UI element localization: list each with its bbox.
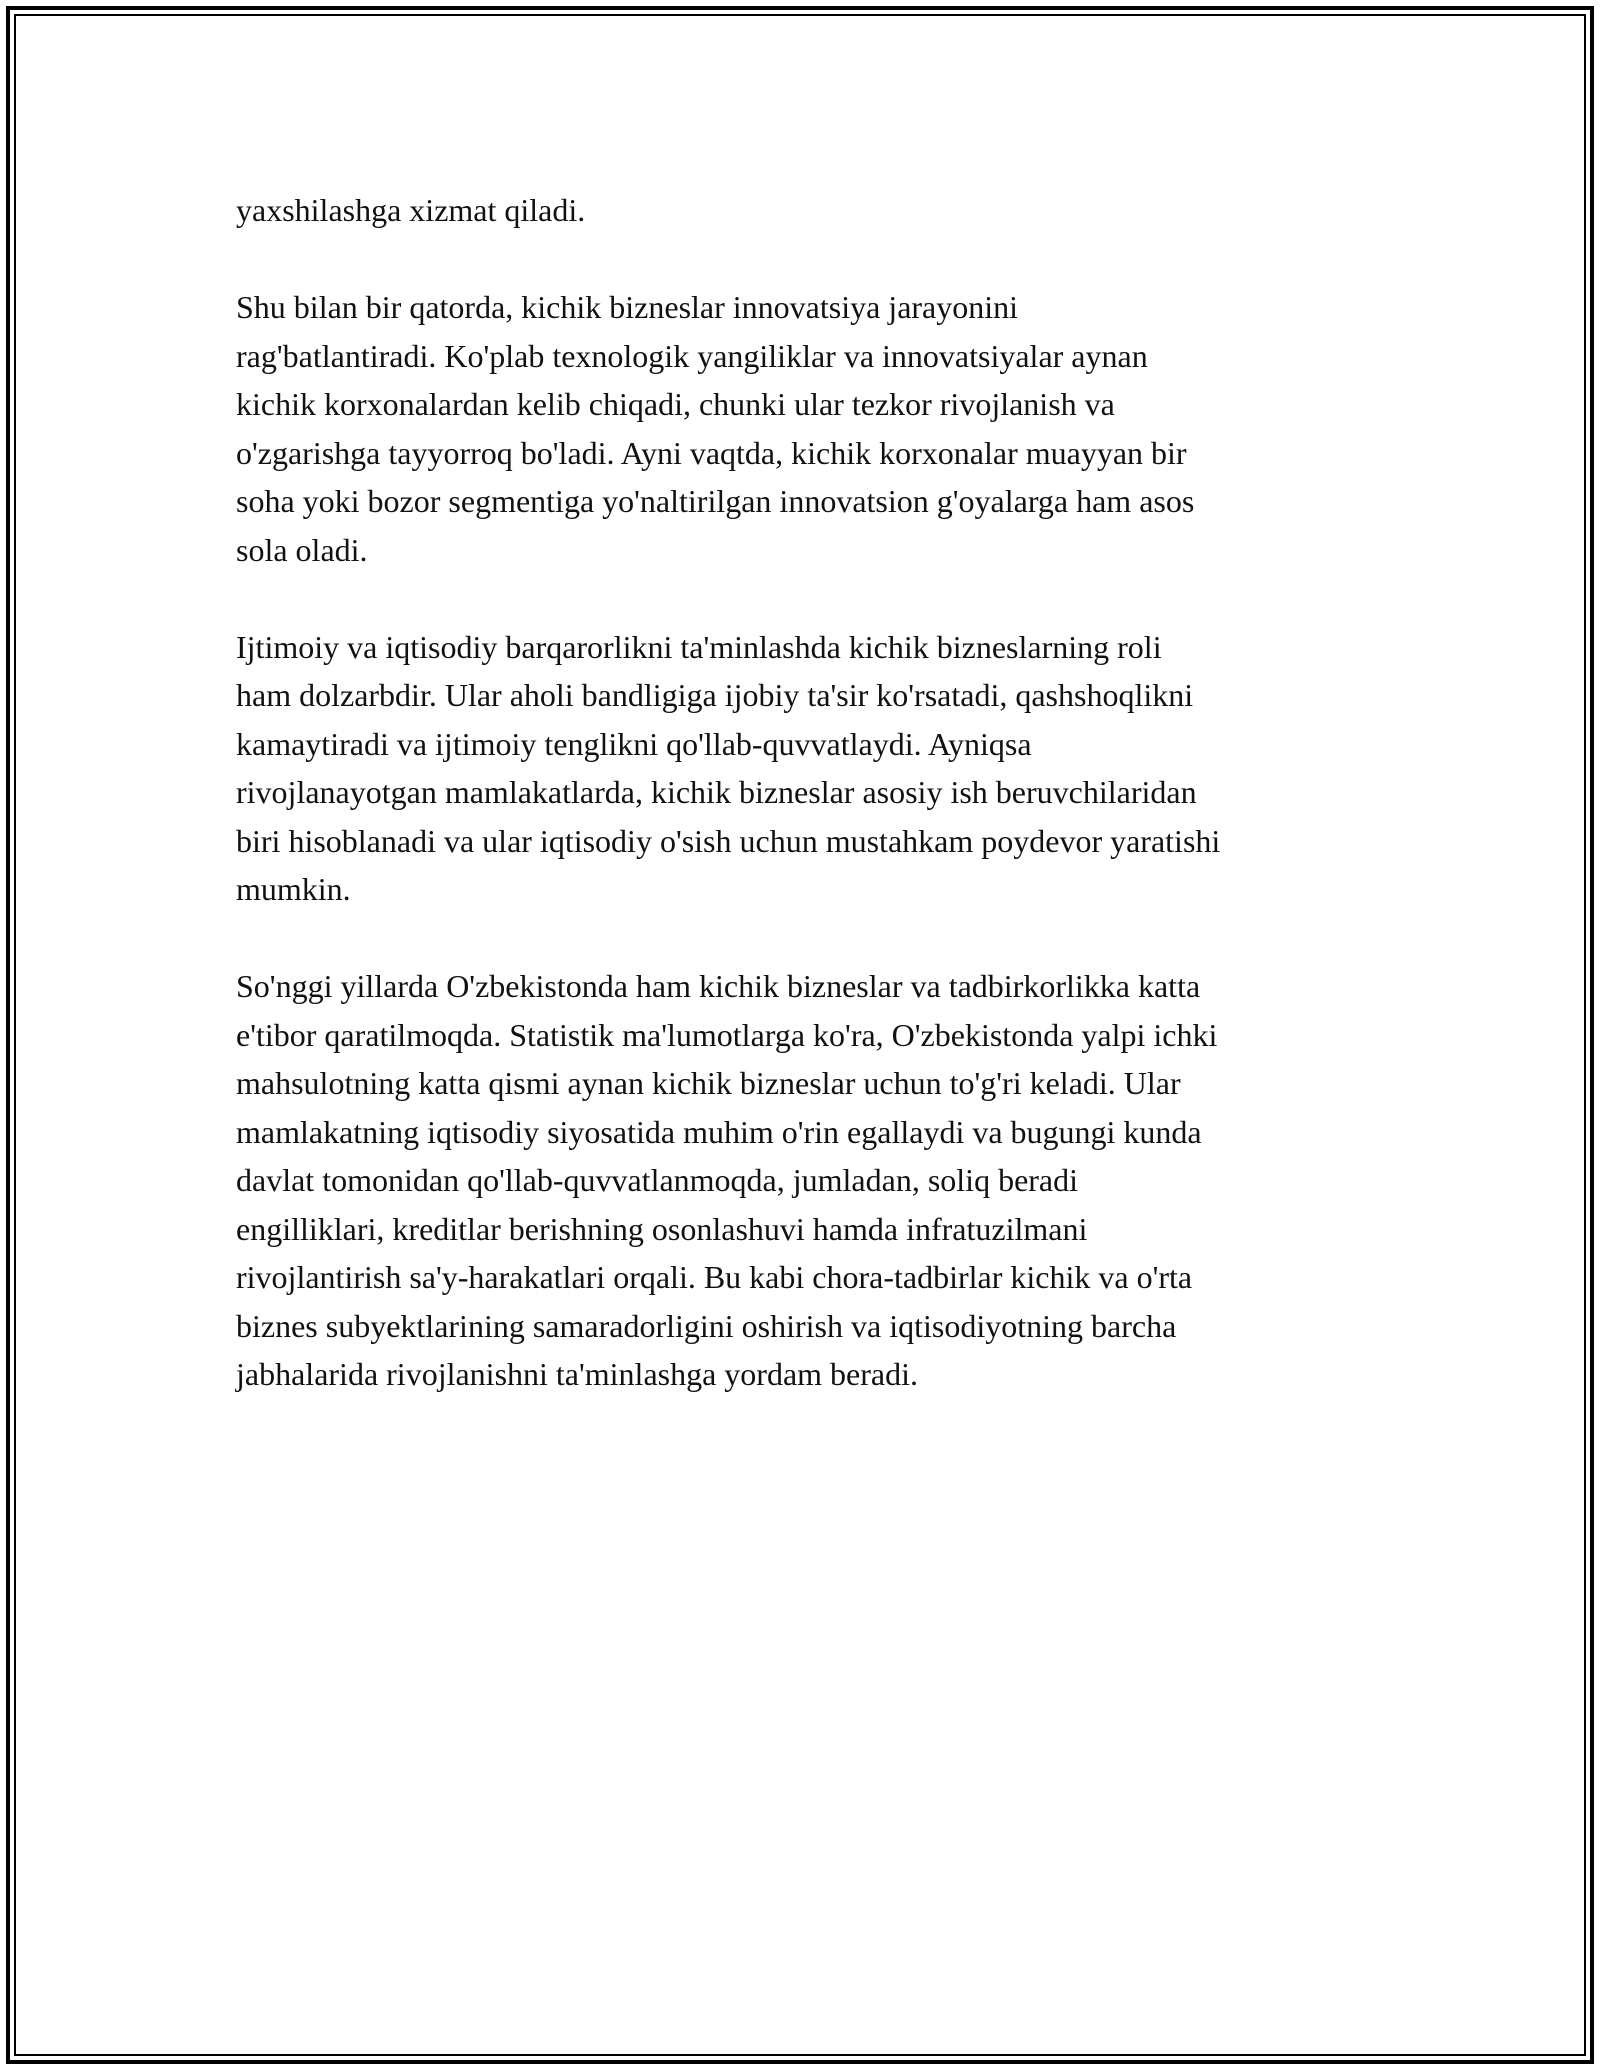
text-line: Shu bilan bir qatorda, kichik bizneslar innovatsiya jarayonini (236, 289, 1019, 325)
text-line: So'nggi yillarda O'zbekistonda ham kichik bizneslar va tadbirkorlikka katta (236, 968, 1201, 1004)
document-body (236, 186, 1376, 1399)
text-line: engilliklari, kreditlar berishning osonlashuvi hamda infratuzilmani (236, 1210, 1088, 1247)
paragraph (236, 283, 1376, 574)
text-line: mumkin. (236, 871, 351, 907)
paragraph (236, 186, 1376, 235)
text-line: davlat tomonidan qo'llab-quvvatlanmoqda, jumladan, soliq beradi (236, 1162, 1079, 1198)
paragraph-spacer (236, 914, 1376, 963)
text-line: jabhalarida rivojlanishni ta'minlashga yordam beradi. (236, 1356, 918, 1392)
paragraph (236, 623, 1376, 914)
paragraph (236, 962, 1376, 1399)
text-line: biznes subyektlarining samaradorligini oshirish va iqtisodiyotning barcha (236, 1307, 1177, 1344)
text-line: kamaytiradi va ijtimoiy tenglikni qo'llab-quvvatlaydi. Ayniqsa (236, 725, 1032, 762)
text-line: rivojlanayotgan mamlakatlarda, kichik bizneslar asosiy ish beruvchilaridan (236, 774, 1197, 810)
text-line: e'tibor qaratilmoqda. Statistik ma'lumotlarga ko'ra, O'zbekistonda yalpi ichki (236, 1016, 1218, 1053)
paragraph-spacer (236, 235, 1376, 284)
text-line: o'zgarishga tayyorroq bo'ladi. Ayni vaqtda, kichik korxonalar muayyan bir (236, 434, 1187, 471)
text-line: kichik korxonalardan kelib chiqadi, chunki ular tezkor rivojlanish va (236, 386, 1115, 422)
text-line: Ijtimoiy va iqtisodiy barqarorlikni ta'minlashda kichik bizneslarning roli (236, 628, 1162, 665)
text-line: mahsulotning katta qismi aynan kichik bizneslar uchun to'g'ri keladi. Ular (236, 1065, 1181, 1101)
text-line: sola oladi. (236, 531, 368, 568)
text-line: soha yoki bozor segmentiga yo'naltirilgan innovatsion g'oyalarga ham asos (236, 483, 1195, 519)
paragraph-spacer (236, 574, 1376, 623)
text-line: ham dolzarbdir. Ular aholi bandligiga ijobiy ta'sir ko'rsatadi, qashshoqlikni (236, 677, 1194, 713)
text-line: mamlakatning iqtisodiy siyosatida muhim o'rin egallaydi va bugungi kunda (236, 1113, 1202, 1150)
text-line: yaxshilashga xizmat qiladi. (236, 192, 586, 228)
text-line: biri hisoblanadi va ular iqtisodiy o'sish uchun mustahkam poydevor yaratishi (236, 822, 1221, 859)
text-line: rivojlantirish sa'y-harakatlari orqali. Bu kabi chora-tadbirlar kichik va o'rta (236, 1259, 1193, 1295)
text-line: rag'batlantiradi. Ko'plab texnologik yangiliklar va innovatsiyalar aynan (236, 337, 1148, 374)
